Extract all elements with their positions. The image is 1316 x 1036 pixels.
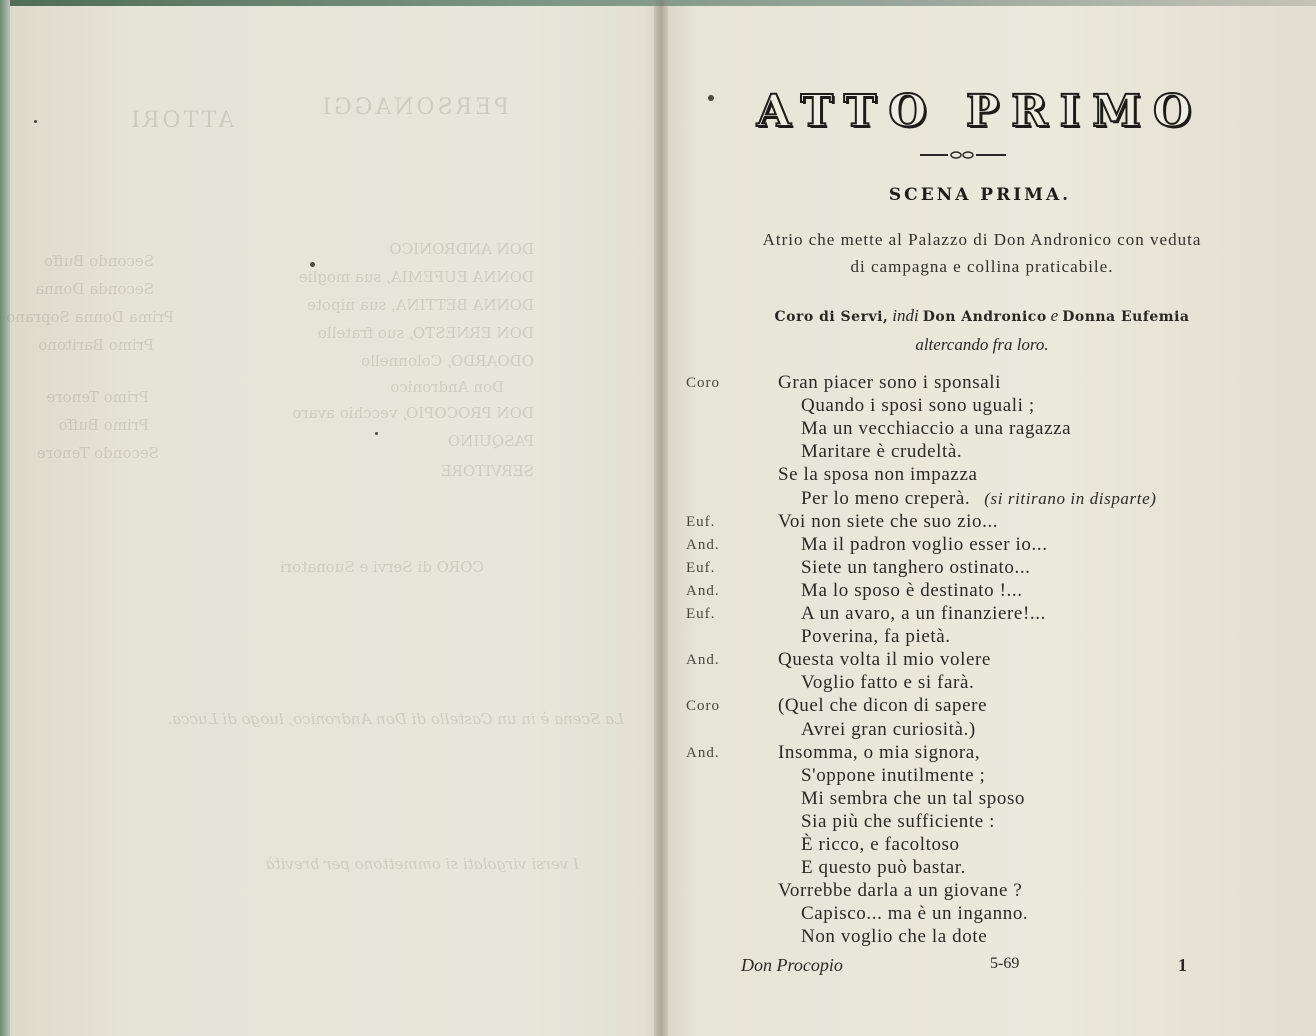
verse-text: Voi non siete che suo zio... [778, 510, 999, 532]
verse-text: Per lo meno creperà. [801, 487, 971, 509]
ornament-divider [918, 148, 1008, 162]
verse-text: S'oppone inutilmente ; [801, 764, 986, 786]
bleed-line: Prima Donna Soprano [6, 308, 174, 326]
bleed-line: ATTORI [128, 108, 234, 133]
bleed-line: Primo Baritono [38, 336, 154, 354]
verse-line [778, 880, 1022, 902]
verse-text: Voglio fatto e si farà. [801, 672, 975, 694]
bleed-line: La Scena è in un Castello di Don Andronico, luogo di Lucca. [167, 710, 624, 728]
bleed-line: SERVITORE [440, 462, 534, 480]
speaker-label: Euf. [686, 606, 716, 622]
bleed-line: Seconda Donna [35, 280, 154, 298]
bleed-line: DON PROCOPIO, vecchio avaro [292, 404, 534, 422]
verse-text: Mi sembra che un tal sposo [801, 787, 1026, 809]
verse-line [801, 765, 985, 787]
verse-line [801, 788, 1025, 810]
verse-line [801, 534, 1048, 556]
cast-character: Don Andronico [922, 309, 1047, 325]
verse-line [801, 926, 987, 948]
verse-text: Quando i sposi sono uguali ; [801, 395, 1035, 417]
footer-title: Don Procopio [741, 955, 843, 975]
cover-side-edge [0, 0, 10, 1036]
paper-speck [708, 95, 714, 101]
verse-line [801, 603, 1046, 625]
cast-connector: indi [892, 306, 919, 325]
speaker-label: And. [686, 744, 720, 761]
verse-line [778, 742, 980, 764]
page-number: 1 [1178, 955, 1187, 975]
verse-text: Sia più che sufficiente : [801, 810, 996, 832]
verse-text: Ma lo sposo è destinato !... [801, 579, 1023, 601]
verse-line [801, 903, 1028, 925]
verse-text: Ma il padron voglio esser io... [801, 533, 1048, 555]
cast-line [688, 331, 1276, 359]
verse-text: Vorrebbe darla a un giovane ? [778, 880, 1023, 902]
verse-line [801, 557, 1031, 579]
verse-text: Ma un vecchiaccio a una ragazza [801, 418, 1072, 440]
verse-line [801, 580, 1023, 602]
verse-text: Gran piacer sono i sponsali [778, 372, 1002, 393]
cast-action: altercando fra loro. [915, 335, 1049, 354]
cast-character: Donna Eufemia [1062, 309, 1190, 325]
verse-line [778, 464, 978, 486]
speaker-label: And. [686, 536, 720, 553]
bleed-through-text [6, 0, 654, 1036]
left-page [6, 0, 654, 1036]
verse-line [801, 672, 974, 694]
bleed-line: Primo Buffo [58, 416, 149, 434]
bleed-line: PERSONAGGI [319, 95, 509, 120]
verse-text: (Quel che dicon di sapere [778, 695, 988, 717]
paper-speck [375, 432, 378, 435]
book-spine [654, 0, 668, 1036]
verse-text: È ricco, e facoltoso [801, 834, 960, 855]
cast-connector: e [1050, 306, 1059, 325]
verse-line [801, 626, 951, 648]
cast-entrance [688, 302, 1276, 359]
verse-line [801, 418, 1071, 440]
verse-text: Questa volta il mio volere [778, 649, 991, 671]
setting-line: di campagna e collina praticabile. [850, 257, 1114, 276]
bleed-line: DONNA EUFEMIA, sua moglie [298, 268, 534, 286]
bleed-line: ODOARDO, Colonnello [361, 352, 534, 370]
speaker-label: Euf. [686, 513, 716, 530]
verse-line [801, 834, 960, 856]
speaker-label: Coro [686, 375, 720, 391]
stage-direction: (si ritirano in disparte) [984, 488, 1157, 508]
cast-group: Coro di Servi, [774, 309, 889, 325]
bleed-line: DON ANDRONICO [389, 240, 534, 258]
verse-text: Avrei gran curiosità.) [801, 718, 976, 740]
bleed-line: CORO di Servi e Suonatori [280, 558, 484, 576]
verse-text: Insomma, o mia signora, [778, 741, 981, 763]
verse-line [778, 372, 1001, 394]
right-page [668, 0, 1316, 1036]
footer-signature-code: 5-69 [990, 955, 1020, 972]
verse-text: Non voglio che la dote [801, 926, 988, 948]
scene-setting [688, 226, 1276, 280]
verse-line [801, 857, 966, 879]
verse-text: Siete un tanghero ostinato... [801, 556, 1031, 578]
speaker-label: And. [686, 652, 720, 669]
bleed-line: Secondo Tenore [36, 444, 159, 462]
speaker-label: Euf. [686, 559, 716, 576]
verse-line [778, 695, 987, 717]
verse-text: Maritare è crudeltà. [801, 441, 963, 463]
speaker-label: And. [686, 582, 720, 599]
verse-line [801, 488, 1156, 510]
verse-line [801, 395, 1035, 417]
verse-text: E questo può bastar. [801, 857, 967, 879]
act-title: ATTO PRIMO [756, 86, 1204, 137]
bleed-line: DONNA BETTINA, sua nipote [307, 296, 534, 314]
verse-line [801, 811, 995, 833]
scene-title: SCENA PRIMA. [888, 185, 1072, 205]
verse-line [801, 441, 962, 463]
verse-text: Se la sposa non impazza [778, 464, 978, 486]
verse-text: A un avaro, a un finanziere!... [801, 603, 1046, 624]
verse-line [778, 511, 998, 533]
bleed-line: I versi virgolati si ommettono per brevità [265, 855, 579, 873]
verse-text: Capisco... ma è un inganno. [801, 903, 1029, 925]
cast-line [688, 302, 1276, 331]
bleed-line: Secondo Buffo [43, 252, 154, 270]
speaker-label: Coro [686, 698, 720, 715]
setting-line: Atrio che mette al Palazzo di Don Andronico con veduta [762, 230, 1202, 249]
verse-line [801, 719, 976, 741]
verse-line [778, 649, 991, 671]
paper-speck [34, 120, 37, 123]
bleed-line: DON ERNESTO, suo fratello [317, 324, 534, 342]
bleed-line: Don Andronico [390, 378, 504, 396]
paper-speck [310, 262, 315, 267]
bleed-line: Primo Tenore [46, 388, 149, 406]
bleed-line: PASQUINO [447, 432, 534, 450]
verse-text: Poverina, fa pietà. [801, 626, 951, 648]
